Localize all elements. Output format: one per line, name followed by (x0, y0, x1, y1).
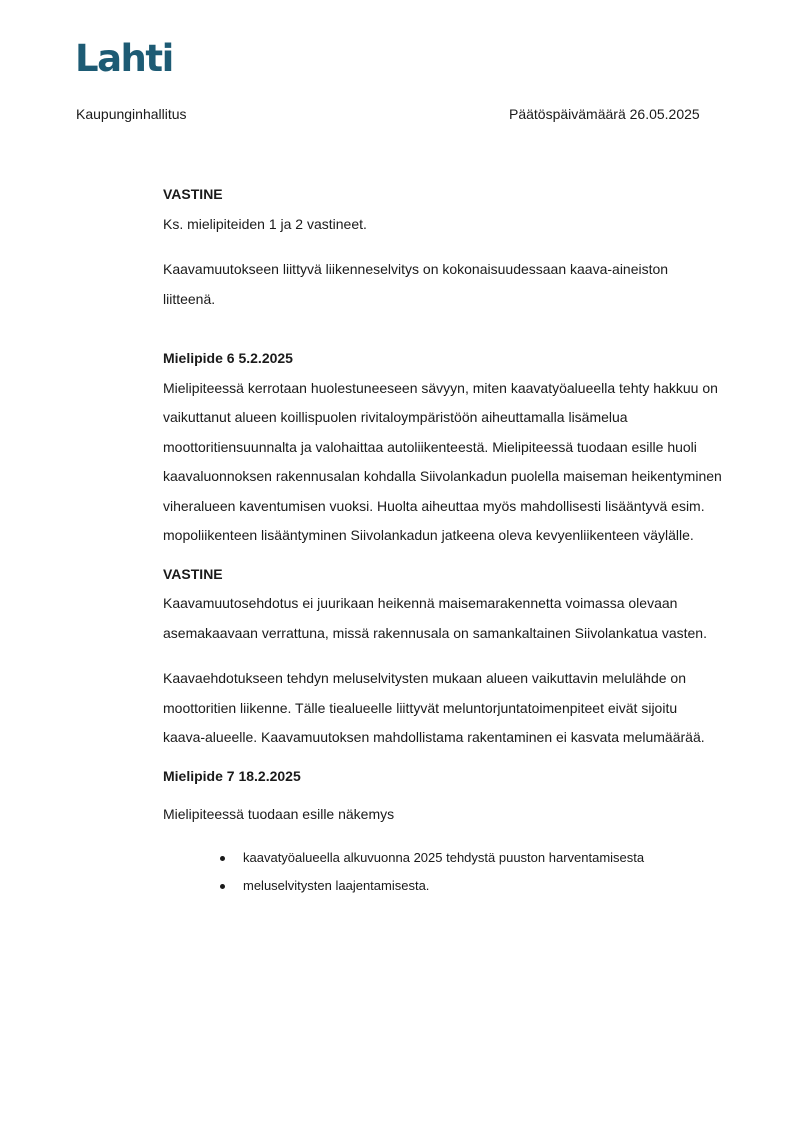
lahti-logo: Lahti (75, 37, 173, 80)
paragraph: Mielipiteessä kerrotaan huolestuneeseen sävyyn, miten kaavatyöalueella tehty hakkuu on vaikuttanut alueen koillispuolen rivitaloympäristöön aiheuttamalla lisämelua moottoritiensuunnalta ja valohaittaa autoliikenteestä. Mielipiteessä tuodaan esille huoli kaavaluonnoksen rakennusalan kohdalla Siivolankadun puolella maiseman heikentyminen viheralueen kaventumisen vuoksi. Huolta aiheuttaa myös mahdollisesti lisääntyvä esim. mopoliikenteen lisääntyminen Siivolankadun jatkeena oleva kevyenliikenteen väylälle. (163, 379, 722, 543)
opinion-heading: Mielipide 7 18.2.2025 (163, 767, 301, 784)
vastine-heading: VASTINE (163, 186, 223, 202)
paragraph: Kaavamuutosehdotus ei juurikaan heikennä maisemarakennetta voimassa olevaan asemakaavaan verrattuna, missä rakennusala on samankaltainen Siivolankatua vasten. (163, 595, 707, 641)
paragraph: Ks. mielipiteiden 1 ja 2 vastineet. (163, 215, 367, 232)
paragraph: Mielipiteessä tuodaan esille näkemys (163, 806, 395, 822)
document-body (163, 180, 723, 900)
department-name: Kaupunginhallitus (76, 106, 187, 122)
bullet-list (163, 844, 723, 900)
list-item (163, 872, 723, 900)
opinion-heading: Mielipide 6 5.2.2025 (163, 350, 293, 366)
bullet-icon (220, 884, 225, 889)
list-item-text: kaavatyöalueella alkuvuonna 2025 tehdystä puuston harventamisesta (243, 849, 645, 865)
paragraph: Kaavamuutokseen liittyvä liikenneselvitys on kokonaisuudessaan kaava-aineiston liitteenä. (163, 261, 669, 307)
bullet-icon (220, 856, 225, 861)
list-item-text: meluselvitysten laajentamisesta. (243, 877, 430, 893)
vastine-heading: VASTINE (163, 565, 223, 582)
decision-date: Päätöspäivämäärä 26.05.2025 (509, 106, 700, 122)
paragraph: Kaavaehdotukseen tehdyn meluselvitysten mukaan alueen vaikuttavin melulähde on moottoritien liikenne. Tälle tiealueelle liittyvät meluntorjuntatoimenpiteet eivät sijoitu kaava-alueelle. Kaavamuutoksen mahdollistama rakentaminen ei kasvata melumäärää. (163, 670, 705, 745)
list-item (163, 844, 723, 872)
